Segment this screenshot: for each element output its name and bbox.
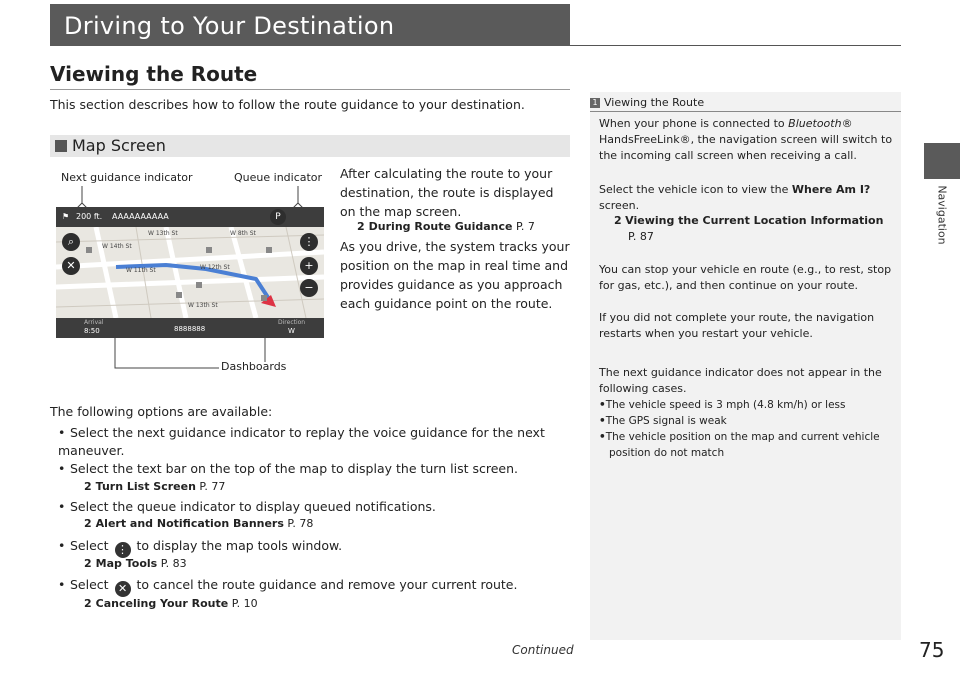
map-description-2: As you drive, the system tracks your position on the map in real time and provides guidance as you approach each guidance point on the route. xyxy=(340,239,570,311)
sidebar-rule xyxy=(590,111,901,112)
cross-ref-current-location[interactable]: 2 Viewing the Current Location Information xyxy=(614,214,884,227)
option-item: • Select ⋮ to display the map tools window. xyxy=(58,538,343,556)
option-item: • Select the next guidance indicator to replay the voice guidance for the next maneuver. xyxy=(58,425,545,458)
option-item: • Select the text bar on the top of the map to display the turn list screen. xyxy=(58,461,518,476)
option-item: • Select the queue indicator to display queued notifications. xyxy=(58,499,436,514)
map-street-label: W 8th St xyxy=(230,230,256,237)
map-tools-icon: ⋮ xyxy=(115,542,131,558)
page-title: Driving to Your Destination xyxy=(64,12,395,40)
direction-value: W xyxy=(288,327,295,335)
page-number: 75 xyxy=(919,638,945,662)
option-item: • Select ✕ to cancel the route guidance and remove your current route. xyxy=(58,577,518,595)
cancel-route-icon[interactable]: ✕ xyxy=(62,257,80,275)
sidebar-paragraph: The next guidance indicator does not appear in the following cases. xyxy=(599,366,882,395)
dashboards-label: Dashboards xyxy=(221,360,287,373)
continued-label: Continued xyxy=(512,643,574,657)
sidebar-paragraph: If you did not complete your route, the navigation restarts when you restart your vehicle. xyxy=(599,311,875,340)
map-distance: 200 ft. xyxy=(76,212,103,221)
map-description-1: After calculating the route to your destination, the route is displayed on the map screen. xyxy=(340,166,554,219)
cancel-route-icon: ✕ xyxy=(115,581,131,597)
sidebar-paragraph: When your phone is connected to Bluetooth® HandsFreeLink®, the navigation screen will switch to the incoming call screen when receiving a call. xyxy=(599,117,893,162)
sidebar-case-item: •The vehicle speed is 3 mph (4.8 km/h) or less xyxy=(599,399,846,411)
arrival-time: 8:50 xyxy=(84,327,100,335)
map-tools-icon[interactable]: ⋮ xyxy=(300,233,318,251)
sidebar-case-item: •The vehicle position on the map and current vehicle position do not match xyxy=(599,431,880,459)
intro-text: This section describes how to follow the route guidance to your destination. xyxy=(50,97,525,112)
map-street: AAAAAAAAAA xyxy=(112,212,169,221)
map-street-label: W 13th St xyxy=(188,302,218,309)
queue-indicator-label: Queue indicator xyxy=(234,171,323,184)
direction-label: Direction xyxy=(278,319,306,326)
options-heading: The following options are available: xyxy=(50,404,273,419)
dashboard-center-value: 8888888 xyxy=(174,325,206,333)
map-street-label: W 13th St xyxy=(148,230,178,237)
map-street-label: W 14th St xyxy=(102,243,132,250)
subheading-title: Map Screen xyxy=(72,136,166,155)
section-title: Viewing the Route xyxy=(50,62,258,86)
cross-ref-current-location-page[interactable]: P. 87 xyxy=(628,230,654,243)
cross-ref-turn-list[interactable]: 2 Turn List Screen P. 77 xyxy=(84,480,226,493)
sidebar-paragraph: You can stop your vehicle en route (e.g., to rest, stop for gas, etc.), and then continue on your route. xyxy=(599,263,892,292)
map-street-label: W 12th St xyxy=(200,264,230,271)
map-street-label: W 11th St xyxy=(126,267,156,274)
search-icon[interactable]: ⌕ xyxy=(62,233,80,251)
sidebar-paragraph: Select the vehicle icon to view the Where Am I? screen. xyxy=(599,183,871,212)
cross-ref-alerts[interactable]: 2 Alert and Notification Banners P. 78 xyxy=(84,517,314,530)
parking-icon[interactable]: P xyxy=(270,209,286,225)
sidebar-heading: 1 Viewing the Route xyxy=(590,96,704,109)
cross-ref-during-route[interactable]: 2 During Route Guidance P. 7 xyxy=(357,220,535,233)
cross-ref-map-tools[interactable]: 2 Map Tools P. 83 xyxy=(84,557,187,570)
zoom-out-icon[interactable]: − xyxy=(300,279,318,297)
cross-ref-canceling[interactable]: 2 Canceling Your Route P. 10 xyxy=(84,597,258,610)
note-icon: 1 xyxy=(590,98,600,108)
map-flag-icon: ⚑ xyxy=(62,212,70,221)
arrival-label: Arrival xyxy=(84,319,104,326)
side-tab-label: Navigation xyxy=(935,185,949,245)
sidebar-case-item: •The GPS signal is weak xyxy=(599,415,727,427)
zoom-in-icon[interactable]: + xyxy=(300,257,318,275)
next-guidance-label: Next guidance indicator xyxy=(61,171,193,184)
map-screen-image xyxy=(56,207,324,338)
